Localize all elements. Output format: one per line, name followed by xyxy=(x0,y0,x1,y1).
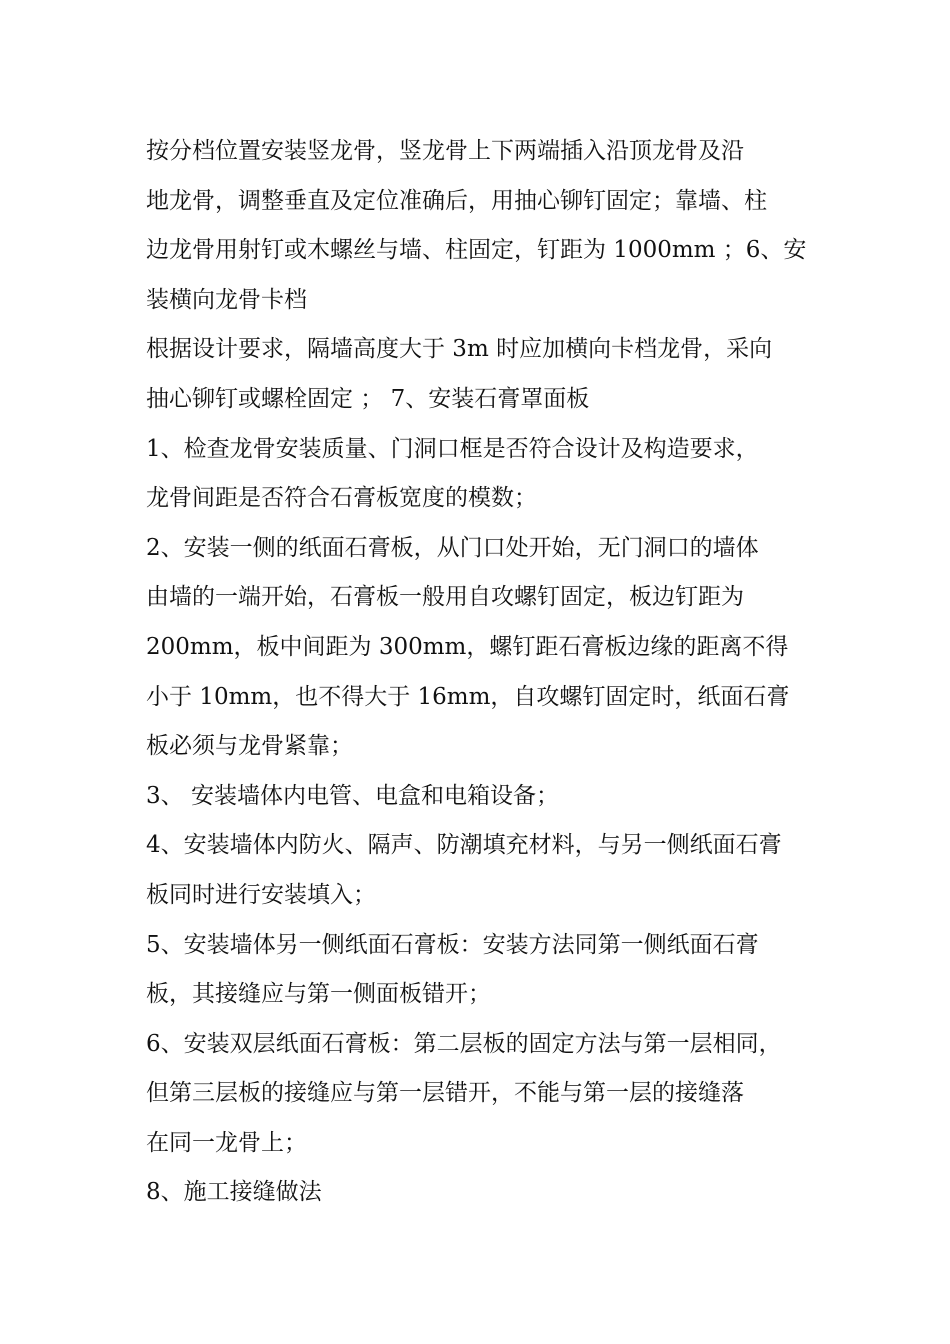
document-body xyxy=(146,127,826,1218)
text-line: 3、 安装墙体内电管、电盒和电箱设备； xyxy=(146,782,559,809)
text-line: 按分档位置安装竖龙骨，竖龙骨上下两端插入沿顶龙骨及沿 xyxy=(146,138,744,164)
text-line: 1、检查龙骨安装质量、门洞口框是否符合设计及构造要求， xyxy=(146,435,759,462)
text-line: 小于 10mm，也不得大于 16mm，自攻螺钉固定时，纸面石膏 xyxy=(146,683,790,710)
text-line: 4、安装墙体内防火、隔声、防潮填充材料，与另一侧纸面石膏 xyxy=(146,832,782,859)
text-line: 边龙骨用射钉或木螺丝与墙、柱固定，钉距为 1000mm ；6、安 xyxy=(146,237,807,264)
text-line: 200mm，板中间距为 300mm，螺钉距石膏板边缘的距离不得 xyxy=(146,633,789,660)
text-line: 板必须与龙骨紧靠； xyxy=(146,733,353,760)
text-line: 由墙的一端开始，石膏板一般用自攻螺钉固定，板边钉距为 xyxy=(146,584,744,611)
text-line: 6、安装双层纸面石膏板：第二层板的固定方法与第一层相同， xyxy=(146,1030,782,1057)
text-line: 板同时进行安装填入； xyxy=(146,881,376,908)
text-line: 板，其接缝应与第一侧面板错开； xyxy=(146,981,491,1008)
text-line: 抽心铆钉或螺栓固定 ； 7、安装石膏罩面板 xyxy=(146,385,590,412)
text-line: 龙骨间距是否符合石膏板宽度的模数； xyxy=(146,485,537,512)
text-line: 8、施工接缝做法 xyxy=(146,1179,322,1206)
text-line: 但第三层板的接缝应与第一层错开，不能与第一层的接缝落 xyxy=(146,1080,744,1107)
text-line: 根据设计要求，隔墙高度大于 3m 时应加横向卡档龙骨，采向 xyxy=(146,336,773,363)
text-line: 地龙骨，调整垂直及定位准确后，用抽心铆钉固定；靠墙、柱 xyxy=(146,187,767,214)
text-line: 在同一龙骨上； xyxy=(146,1129,307,1156)
text-line: 5、安装墙体另一侧纸面石膏板：安装方法同第一侧纸面石膏 xyxy=(146,931,759,958)
text-line: 2、安装一侧的纸面石膏板，从门口处开始，无门洞口的墙体 xyxy=(146,534,759,561)
text-line: 装横向龙骨卡档 xyxy=(146,286,307,313)
